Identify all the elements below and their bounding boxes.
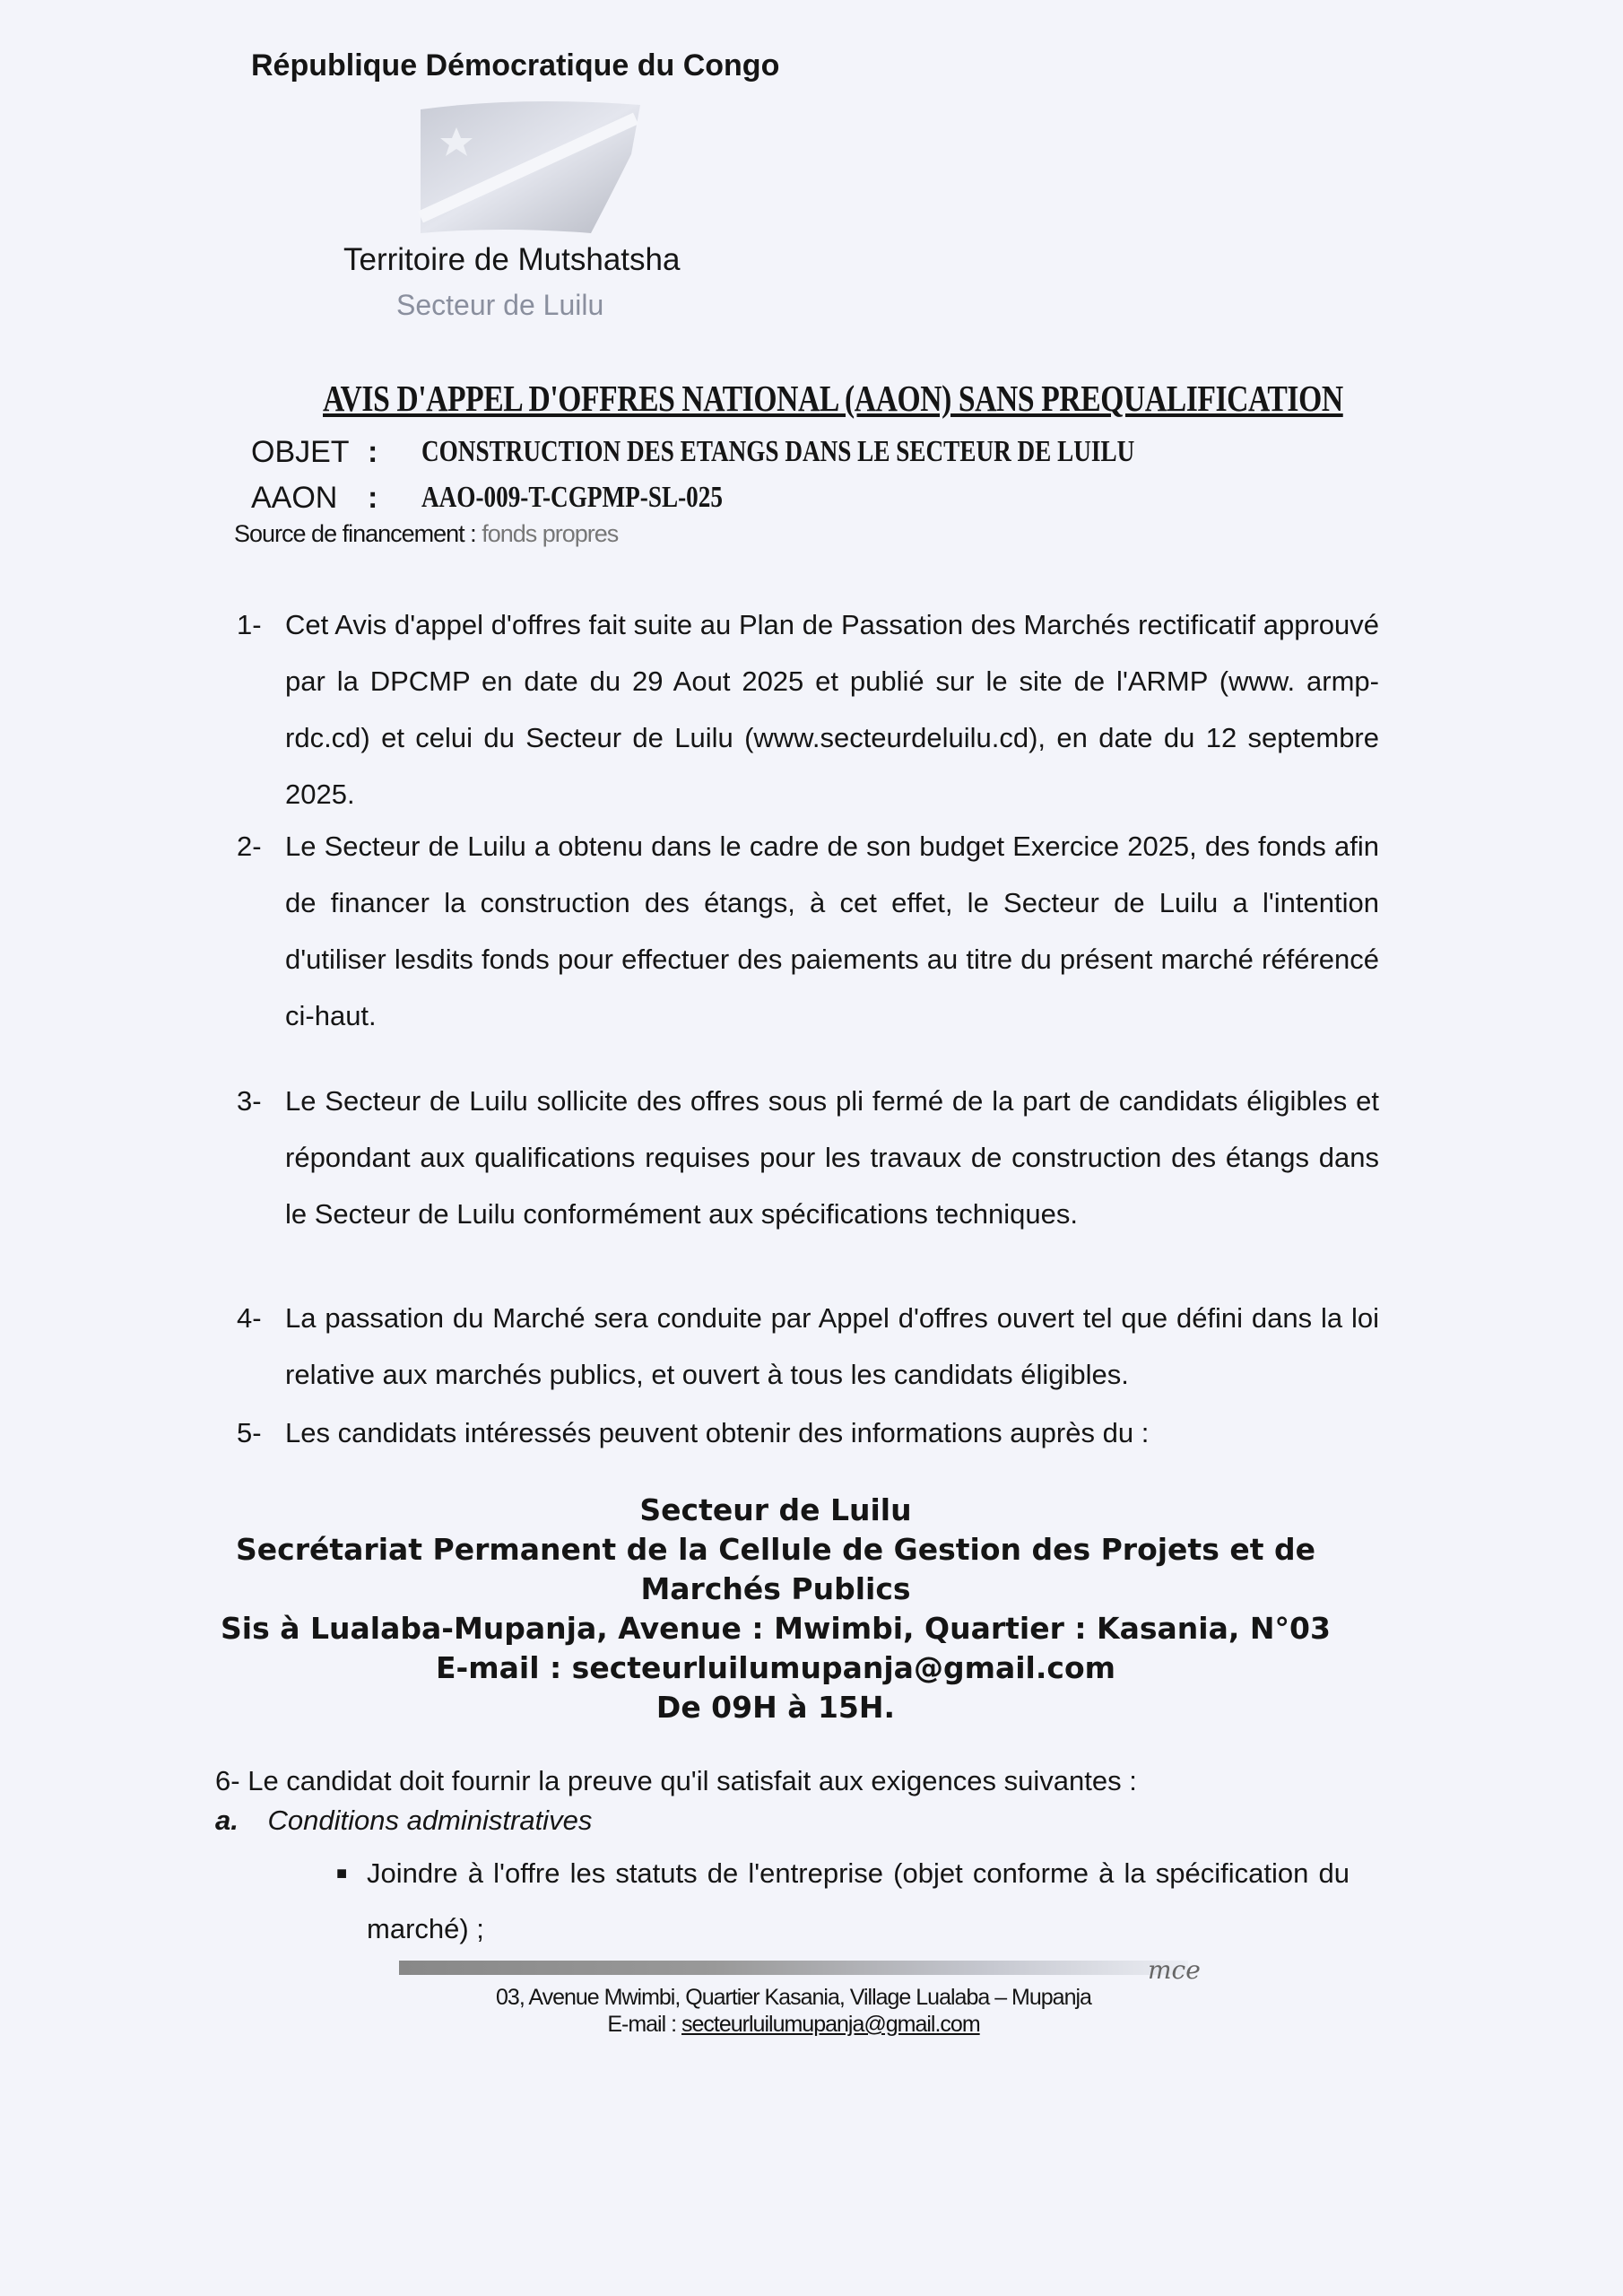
paragraph-number: 5-: [237, 1417, 262, 1448]
bullet-text: Joindre à l'offre les statuts de l'entreprise (objet conforme à la spécification du marché) ;: [367, 1857, 1350, 1944]
paragraph-number: 3-: [237, 1085, 262, 1117]
footer-address: [399, 1984, 1188, 2038]
contact-sector: Secteur de Luilu: [639, 1492, 912, 1527]
territory-name: Territoire de Mutshatsha: [343, 242, 681, 277]
contact-email: E-mail : secteurluilumupanja@gmail.com: [435, 1650, 1116, 1685]
paragraph-number: 6-: [215, 1765, 240, 1796]
contact-secretariat: Secrétariat Permanent de la Cellule de Gestion des Projets et de Marchés Publics: [236, 1532, 1315, 1606]
contact-hours: De 09H à 15H.: [655, 1690, 896, 1725]
colon: :: [368, 481, 378, 515]
bullet-item: [336, 1846, 1350, 1957]
funding-source-value: fonds propres: [482, 520, 619, 547]
contact-block: [206, 1491, 1345, 1727]
footer-email-link[interactable]: secteurluilumupanja@gmail.com: [681, 2012, 980, 2037]
document-title: AVIS D'APPEL D'OFFRES NATIONAL (AAON) SANS PREQUALIFICATION: [323, 378, 1343, 419]
paragraph-6: [215, 1765, 1137, 1797]
aaon-row: [251, 481, 798, 516]
paragraph-text: La passation du Marché sera conduite par Appel d'offres ouvert tel que défini dans la loi relative aux marchés publics, et ouvert à tous les candidats éligibles.: [285, 1302, 1379, 1390]
paragraph-text: Cet Avis d'appel d'offres fait suite au Plan de Passation des Marchés rectificatif approuvé par la DPCMP en date du 29 Aout 2025 et publié sur le site de l'ARMP (www. armp-rdc.cd) et celui du Secteur de Luilu (www.secteurdeluilu.cd), en date du 12 septembre 2025.: [285, 609, 1379, 810]
paragraph-5: [237, 1405, 1379, 1461]
footer-email-label: E-mail :: [607, 2012, 677, 2037]
sub-title: Conditions administratives: [267, 1805, 593, 1836]
funding-source-label: Source de financement :: [234, 520, 476, 547]
conditions-heading: [215, 1805, 592, 1837]
paragraph-text: Les candidats intéressés peuvent obtenir des informations auprès du :: [285, 1417, 1150, 1448]
paragraph-4: [237, 1290, 1379, 1403]
objet-row: [251, 435, 1313, 470]
handwritten-initials: mce: [1148, 1955, 1201, 1985]
paragraph-number: 4-: [237, 1302, 262, 1334]
paragraph-text: Le Secteur de Luilu sollicite des offres sous pli fermé de la part de candidats éligibles et répondant aux qualifications requises pour les travaux de construction des étangs dans le Secteur de Luilu conformément aux spécifications techniques.: [285, 1085, 1379, 1230]
paragraph-number: 1-: [237, 609, 262, 640]
objet-value: CONSTRUCTION DES ETANGS DANS LE SECTEUR DE LUILU: [421, 435, 1135, 468]
footer-address-line: 03, Avenue Mwimbi, Quartier Kasania, Village Lualaba – Mupanja: [496, 1985, 1091, 2010]
funding-source: [234, 520, 618, 548]
flag-emblem: [412, 100, 648, 235]
paragraph-text: Le candidat doit fournir la preuve qu'il satisfait aux exigences suivantes :: [247, 1765, 1137, 1796]
colon: :: [368, 435, 378, 469]
paragraph-1: [237, 596, 1379, 822]
aaon-value: AAO-009-T-CGPMP-SL-025: [421, 481, 723, 514]
sector-name: Secteur de Luilu: [396, 289, 604, 321]
contact-address: Sis à Lualaba-Mupanja, Avenue : Mwimbi, Quartier : Kasania, N°03: [221, 1611, 1331, 1646]
country-name: République Démocratique du Congo: [251, 48, 780, 83]
paragraph-number: 2-: [237, 831, 262, 862]
sub-letter: a.: [215, 1805, 239, 1836]
square-bullet-icon: ■: [336, 1864, 348, 1883]
paragraph-text: Le Secteur de Luilu a obtenu dans le cadre de son budget Exercice 2025, des fonds afin de financer la construction des étangs, à cet effet, le Secteur de Luilu a l'intention d'utiliser lesdits fonds pour effectuer des paiements au titre du présent marché référencé ci-haut.: [285, 831, 1379, 1031]
paragraph-2: [237, 818, 1379, 1044]
paragraph-3: [237, 1073, 1379, 1242]
objet-label: OBJET: [251, 435, 350, 469]
footer-rule: [399, 1961, 1188, 1975]
aaon-label: AAON: [251, 481, 338, 515]
